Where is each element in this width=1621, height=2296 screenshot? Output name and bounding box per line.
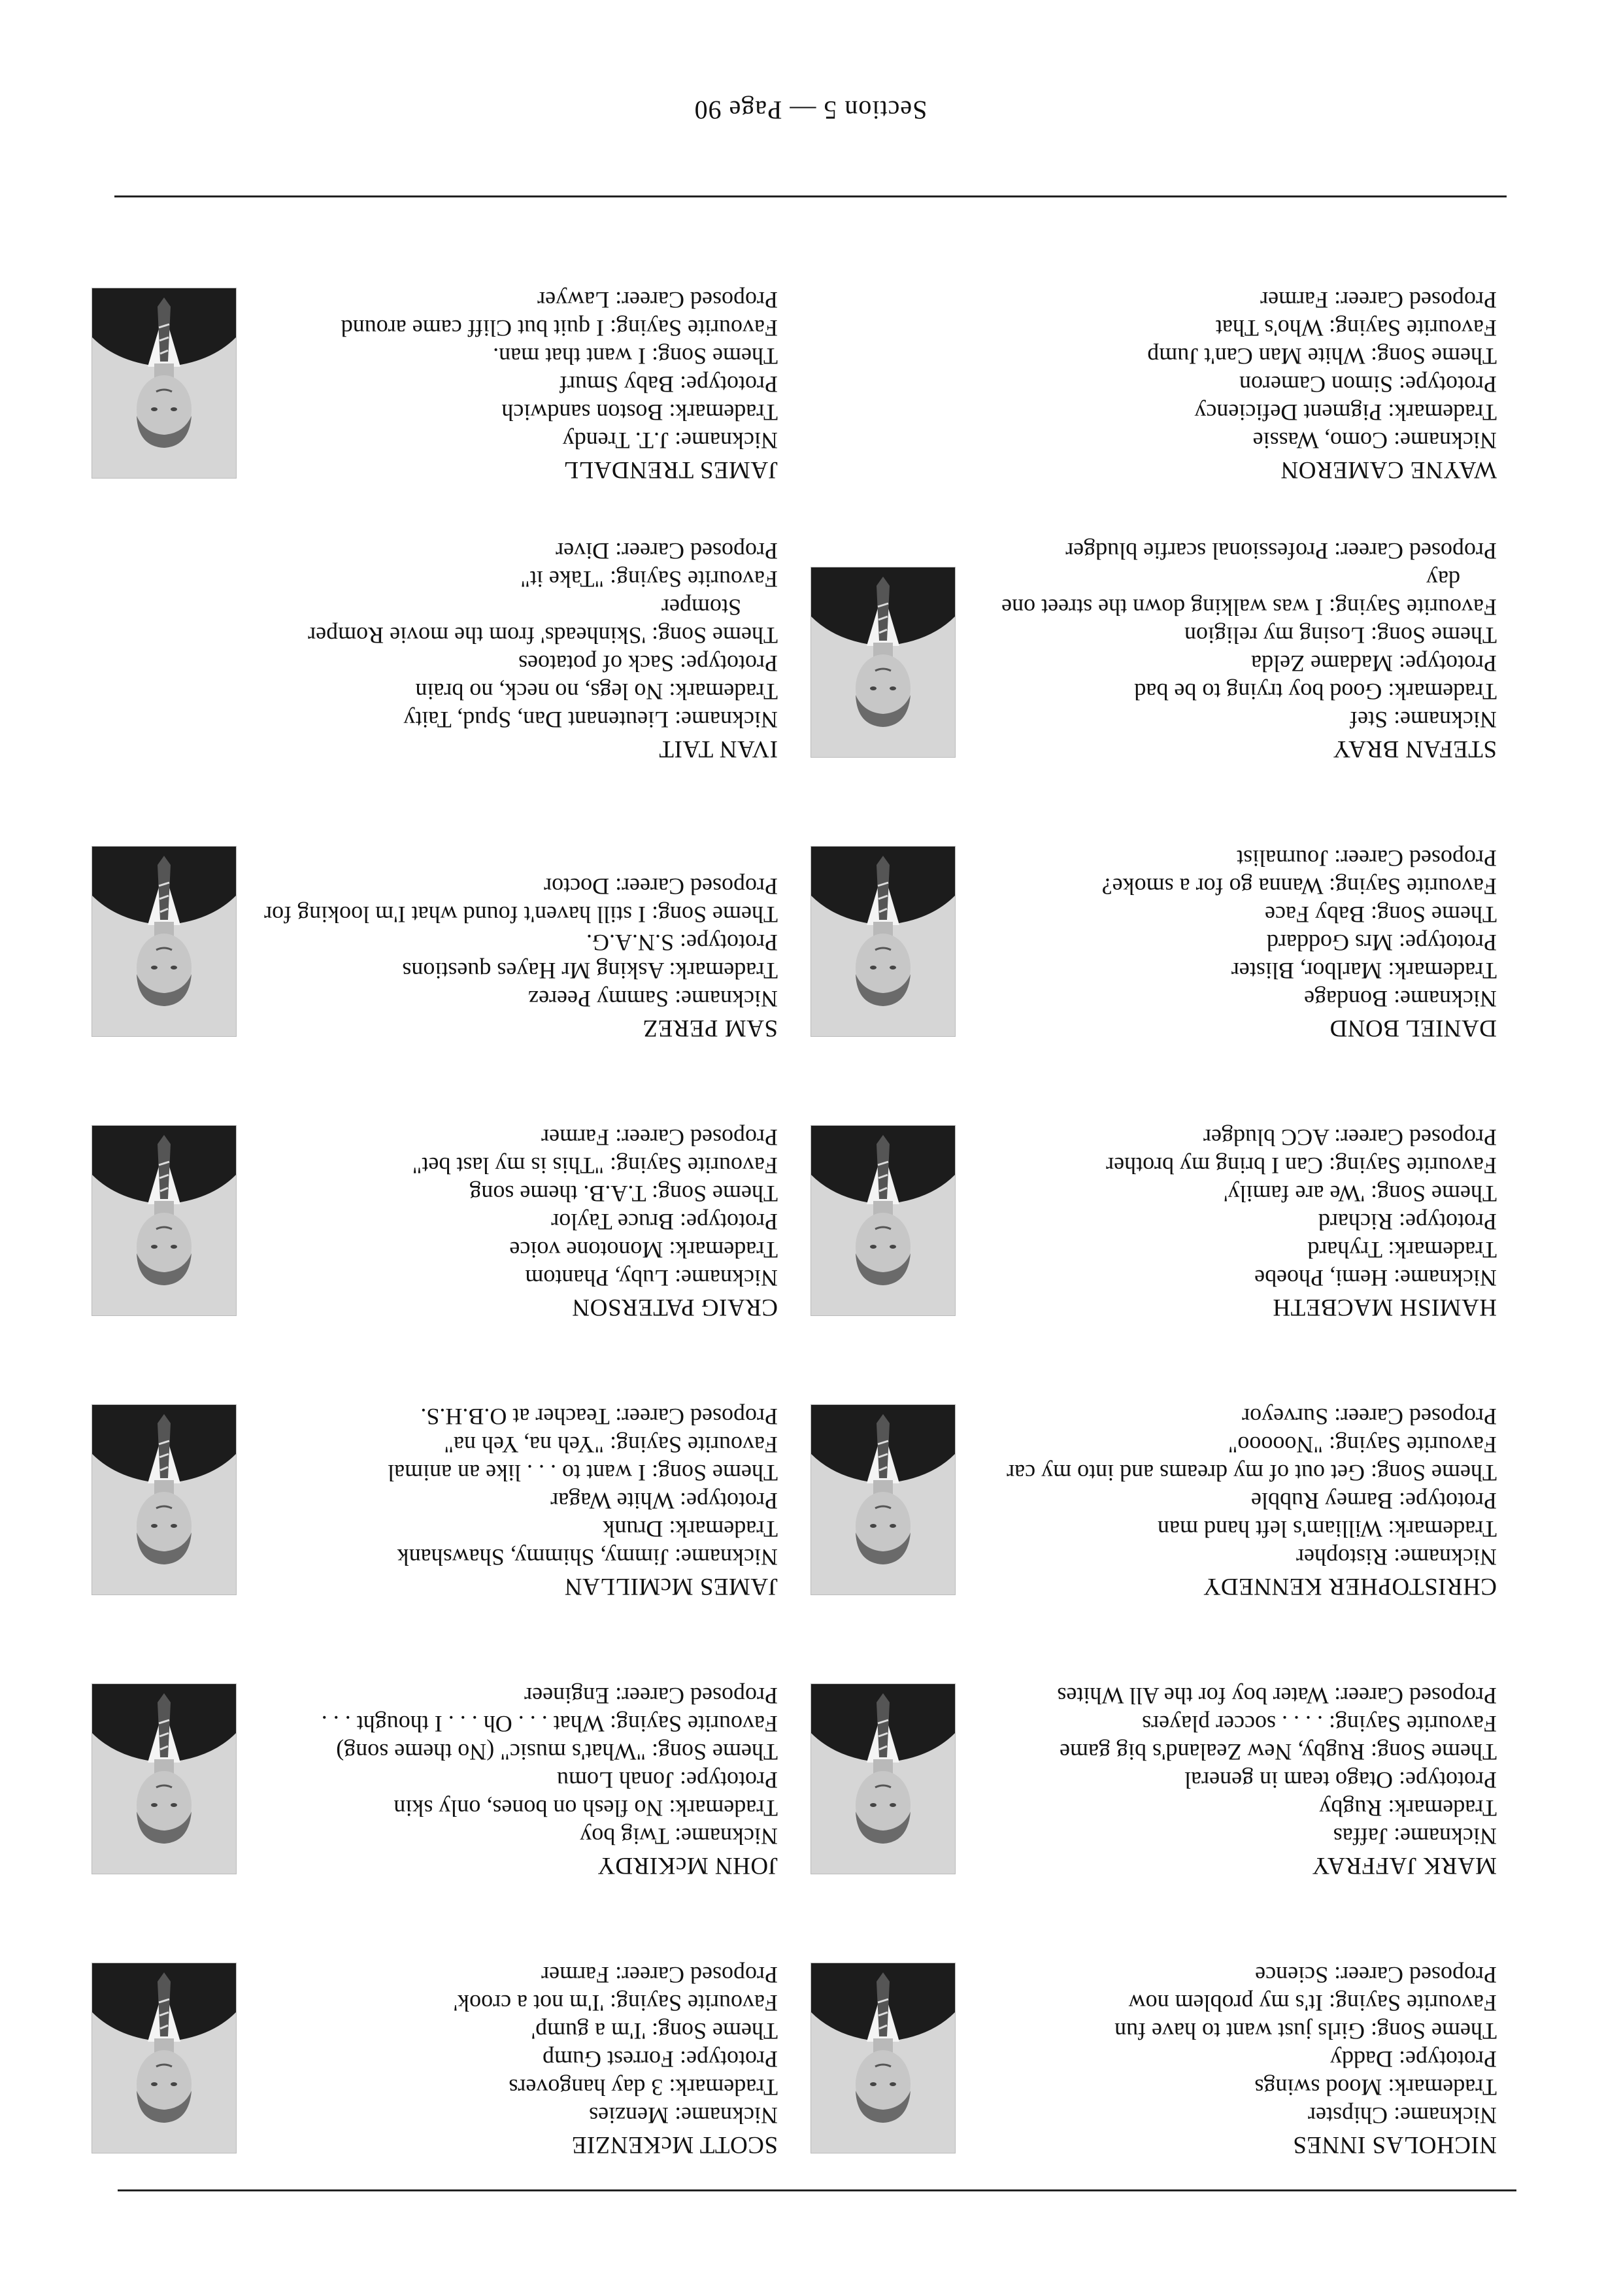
field-favourite-saying: Favourite Saying: . . . . soccer players (1142, 1711, 1497, 1737)
field-theme-song: Theme Song: Girls just want to have fun (1114, 2018, 1497, 2044)
student-name: JAMES TRENDALL (563, 456, 778, 483)
profile-text (261, 1681, 778, 1880)
field-favourite-saying: Favourite Saying: 'I'm not a crook' (453, 1990, 778, 2016)
field-theme-song: Theme Song: I want that man. (493, 343, 778, 369)
profile-text (980, 537, 1497, 763)
profile-text (980, 844, 1497, 1042)
field-proposed-career: Proposed Career: Surveyor (1242, 1404, 1497, 1430)
profile-text (261, 1961, 778, 2159)
field-proposed-career: Proposed Career: Teacher at O.B.H.S. (420, 1404, 778, 1430)
student-name: JAMES McMILLAN (564, 1573, 778, 1600)
portrait-photo-icon (811, 1125, 956, 1316)
field-trademark: Trademark: Asking Mr Hayes questions (402, 958, 778, 984)
field-prototype: Prototype: Otago team in general (1184, 1767, 1497, 1793)
field-trademark: Trademark: William's left hand man (1158, 1516, 1497, 1542)
field-trademark: Trademark: Marlbor, Blister (1231, 958, 1497, 984)
portrait-photo-icon (92, 1683, 237, 1874)
field-proposed-career: Proposed Career: Science (1255, 1962, 1497, 1988)
field-favourite-saying: Favourite Saying: "Nooooo" (1228, 1432, 1497, 1458)
field-theme-song: Theme Song: T.A.B. theme song (469, 1181, 778, 1207)
field-favourite-saying: Favourite Saying: What . . . Oh . . . I thought . . . (321, 1711, 778, 1737)
profile-entry-hamish-macbeth (811, 1042, 1497, 1321)
profile-text (980, 1961, 1497, 2159)
profile-text (261, 872, 778, 1042)
field-trademark: Trademark: Drunk (603, 1516, 778, 1542)
field-nickname: Nickname: Como, Wassie (1252, 428, 1497, 454)
student-name: IVAN TAIT (658, 735, 778, 762)
field-trademark: Trademark: No flesh on bones, only skin (393, 1795, 778, 1821)
profile-entry-stefan-bray (811, 484, 1497, 763)
field-favourite-saying: Favourite Saying: Who's That (1215, 315, 1497, 341)
field-proposed-career: Proposed Career: Water boy for the All Whites (1057, 1683, 1497, 1709)
field-nickname: Nickname: Ristopher (1296, 1544, 1497, 1570)
field-nickname: Nickname: Bondage (1304, 986, 1497, 1012)
profile-entry-james-mcmillan (92, 1321, 778, 1600)
field-theme-song: Theme Song: White Man Can't Jump (1147, 343, 1497, 369)
field-prototype: Prototype: Forrest Gump (543, 2046, 778, 2072)
profile-entry-sam-perez (92, 763, 778, 1042)
field-nickname: Nickname: Jimmy, Shimmy, Shawshank (397, 1544, 778, 1570)
field-prototype: Prototype: White Wagar (550, 1488, 778, 1514)
field-theme-song: Theme Song: I still haven't found what I'm looking for (264, 902, 778, 928)
student-name: NICHOLAS INNES (1292, 2131, 1497, 2158)
left-column (811, 205, 1497, 2159)
field-proposed-career: Proposed Career: Lawyer (537, 287, 778, 313)
field-nickname: Nickname: Chipster (1308, 2102, 1497, 2129)
student-name: SAM PEREZ (642, 1015, 778, 1041)
field-theme-song: Theme Song: 'I'm a gump' (531, 2018, 778, 2044)
field-nickname: Nickname: Sammy Peerez (528, 986, 778, 1012)
field-proposed-career: Proposed Career: Farmer (541, 1962, 778, 1988)
student-name: CRAIG PATERSON (571, 1294, 778, 1321)
field-prototype: Prototype: Richard (1318, 1209, 1497, 1235)
profile-entry-mark-jaffray (811, 1600, 1497, 1880)
right-column (92, 205, 778, 2159)
field-trademark: Trademark: No legs, no neck, no brain (415, 679, 778, 705)
student-name: SCOTT McKENZIE (571, 2131, 778, 2158)
field-theme-song: Theme Song: 'We are family' (1224, 1181, 1497, 1207)
field-prototype: Prototype: Sack of potatoes (518, 650, 778, 677)
profile-text (980, 1402, 1497, 1600)
field-theme-song: Theme Song: Baby Face (1265, 902, 1497, 928)
field-proposed-career: Proposed Career: Professional scarfie bludger (1065, 538, 1497, 564)
field-prototype: Prototype: Daddy (1330, 2046, 1497, 2072)
field-prototype: Prototype: Baby Smurf (560, 371, 778, 397)
portrait-photo-icon (92, 288, 237, 479)
field-favourite-saying: Favourite Saying: "This is my last bet" (412, 1153, 778, 1179)
field-trademark: Trademark: 3 day hangovers (509, 2074, 778, 2101)
field-prototype: Prototype: Mrs Goddard (1267, 930, 1497, 956)
field-theme-song: Theme Song: I want to . . . like an animal (388, 1460, 778, 1486)
student-name: STEFAN BRAY (1332, 735, 1497, 762)
field-prototype: Prototype: Simon Cameron (1239, 371, 1497, 397)
page-footer: Section 5 — Page 90 (694, 95, 927, 125)
field-trademark: Trademark: Monotone voice (509, 1237, 778, 1263)
profile-text (980, 286, 1497, 484)
portrait-photo-icon (92, 1125, 237, 1316)
field-favourite-saying: Favourite Saying: "Yeh na, Yeh na" (444, 1432, 778, 1458)
field-trademark: Trademark: Boston sandwich (501, 399, 778, 426)
portrait-photo-icon (92, 1963, 237, 2153)
field-prototype: Prototype: Jonah Lomu (557, 1767, 778, 1793)
student-name: JOHN McKIRDY (597, 1852, 778, 1879)
field-trademark: Trademark: Mood swings (1254, 2074, 1497, 2101)
profile-entry-christopher-kennedy (811, 1321, 1497, 1600)
field-theme-song: Theme Song: Get out of my dreams and into my car (1007, 1460, 1497, 1486)
profile-text (261, 1123, 778, 1321)
student-name: WAYNE CAMERON (1280, 456, 1497, 483)
profile-entry-scott-mckenzie (92, 1880, 778, 2159)
portrait-photo-icon (92, 846, 237, 1037)
field-nickname: Nickname: Menzies (589, 2102, 778, 2129)
field-proposed-career: Proposed Career: Farmer (541, 1124, 778, 1151)
student-name: MARK JAFFRAY (1311, 1852, 1497, 1879)
field-proposed-career: Proposed Career: Farmer (1260, 287, 1497, 313)
field-proposed-career: Proposed Career: Journalist (1237, 845, 1497, 871)
profile-text (261, 537, 778, 763)
profile-text (261, 286, 778, 484)
profile-entry-daniel-bond (811, 763, 1497, 1042)
field-favourite-saying: Favourite Saying: "Take it" (520, 566, 778, 592)
field-nickname: Nickname: Luby, Phantom (525, 1265, 778, 1291)
field-prototype: Prototype: S.N.A.G. (586, 930, 778, 956)
profile-entry-craig-paterson (92, 1042, 778, 1321)
field-trademark: Trademark: Tryhard (1307, 1237, 1497, 1263)
profile-text (261, 1402, 778, 1600)
field-favourite-saying: Favourite Saying: It's my problem now (1128, 1990, 1497, 2016)
field-prototype: Prototype: Bruce Taylor (551, 1209, 778, 1235)
field-trademark: Trademark: Good boy trying to be bad (1134, 679, 1497, 705)
field-prototype: Prototype: Barney Rubble (1251, 1488, 1497, 1514)
field-proposed-career: Proposed Career: Doctor (544, 873, 778, 900)
portrait-photo-icon (811, 1963, 956, 2153)
field-theme-song: Theme Song: 'Skinheads' from the movie Romper Stomper (308, 594, 778, 649)
top-rule (118, 2189, 1516, 2191)
field-nickname: Nickname: Twig boy (580, 1823, 778, 1849)
profile-text (980, 1123, 1497, 1321)
student-name: CHRISTOPHER KENNEDY (1203, 1573, 1497, 1600)
field-prototype: Prototype: Madame Zelda (1251, 650, 1497, 677)
portrait-photo-icon (811, 1683, 956, 1874)
field-proposed-career: Proposed Career: Diver (556, 538, 778, 564)
profile-entry-john-mckirdy (92, 1600, 778, 1880)
field-trademark: Trademark: Pigment Deficiency (1194, 399, 1497, 426)
bottom-rule (114, 195, 1507, 197)
field-favourite-saying: Favourite Saying: Can I bring my brother (1106, 1153, 1497, 1179)
field-proposed-career: Proposed Career: ACC bludger (1203, 1124, 1497, 1151)
field-nickname: Nickname: Lieutenant Dan, Spud, Taity (403, 707, 778, 733)
field-theme-song: Theme Song: "What's music" (No theme song) (336, 1739, 778, 1765)
field-nickname: Nickname: Hemi, Phoebe (1254, 1265, 1497, 1291)
field-theme-song: Theme Song: Losing my religion (1184, 622, 1497, 649)
field-theme-song: Theme Song: Rugby, New Zealand's big game (1059, 1739, 1497, 1765)
field-favourite-saying: Favourite Saying: I was walking down the street one day (1001, 566, 1497, 620)
portrait-photo-icon (92, 1404, 237, 1595)
field-favourite-saying: Favourite Saying: I quit but Cliff came around (341, 315, 778, 341)
profile-entry-james-trendall (92, 205, 778, 484)
student-name: HAMISH MACBETH (1272, 1294, 1497, 1321)
field-proposed-career: Proposed Career: Engineer (524, 1683, 778, 1709)
portrait-photo-icon (811, 846, 956, 1037)
profile-entry-ivan-tait (92, 484, 778, 763)
field-nickname: Nickname: Jaffas (1333, 1823, 1497, 1849)
portrait-photo-icon (811, 1404, 956, 1595)
student-name: DANIEL BOND (1329, 1015, 1497, 1041)
field-trademark: Trademark: Rugby (1319, 1795, 1497, 1821)
profile-entry-wayne-cameron (811, 205, 1497, 484)
profile-entry-nicholas-innes (811, 1880, 1497, 2159)
field-nickname: Nickname: Stef (1350, 707, 1497, 733)
profile-text (980, 1681, 1497, 1880)
field-favourite-saying: Favourite Saying: Wanna go for a smoke? (1101, 873, 1497, 900)
portrait-photo-icon (811, 567, 956, 758)
field-nickname: Nickname: J.T. Trendy (562, 428, 778, 454)
